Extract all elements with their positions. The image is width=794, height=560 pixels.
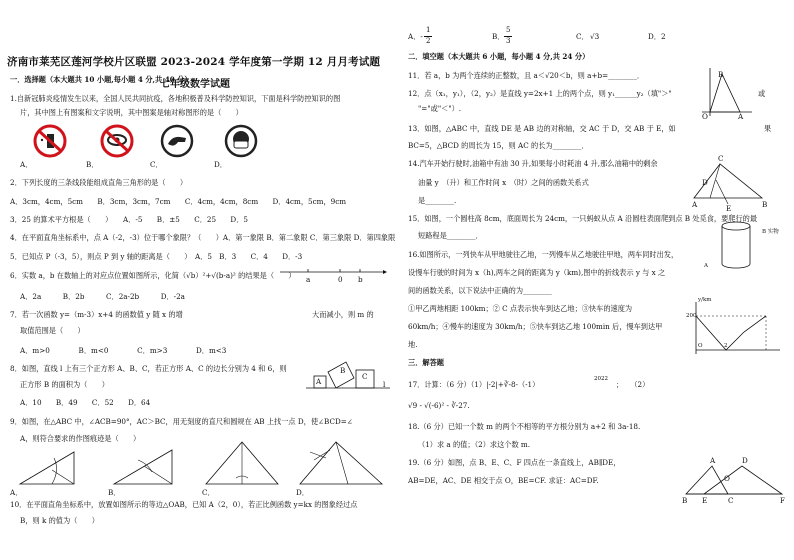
fig19-label-b: B xyxy=(682,496,688,505)
q1-line1: 1.自新冠肺炎疫情发生以来，全国人民共同抗疫，各地积极普及科学防控知识，下面是科学防控知识的图 xyxy=(10,94,341,103)
q9-figure-a xyxy=(14,440,96,488)
cylinder-figure xyxy=(720,220,760,272)
q16-line4: ①甲乙两地相距 100km；② C 点表示快车到达乙地；③快车的速度为 xyxy=(408,304,633,313)
section-3-heading: 三．解答题 xyxy=(408,358,444,367)
q16-line5: 60km/h；④慢车的速度为 30km/h；⑤快车到达乙地 100min 后，慢车到达甲 xyxy=(408,322,663,331)
fig19-label-e: E xyxy=(702,496,708,505)
q10-a-num: 1 xyxy=(426,26,431,34)
fig13-label-a: A xyxy=(692,200,698,209)
q12-tail: 或 xyxy=(758,89,766,98)
fig16-label-200: 200 xyxy=(686,313,697,319)
fig13-label-e: E xyxy=(726,204,732,213)
numline-label-0: 0 xyxy=(338,275,343,284)
fig13-label-c: C xyxy=(718,154,724,163)
q1-option-a: A． xyxy=(20,160,33,169)
q17-line1: 17．计算：（6 分）（1）|-2|+∛-8-（-1） xyxy=(408,380,540,389)
exam-subtitle: 七年级数学试题 xyxy=(160,79,230,90)
q8-options: A．10 B．49 C．52 D．64 xyxy=(20,398,151,407)
q10-b-den: 3 xyxy=(506,37,511,45)
q10-option-b: B． xyxy=(492,32,505,41)
q15-line2: 短路程是________． xyxy=(418,231,483,240)
q8-line2: 正方形 B 的面积为（ ） xyxy=(20,380,109,389)
fig13-label-b: B xyxy=(762,200,768,209)
fig19-label-f: F xyxy=(780,496,785,505)
q13-line2: BC=5，△BCD 的周长为 15，则 AC 的长为________． xyxy=(408,141,589,150)
q9-figure-c xyxy=(202,434,284,488)
number-line-figure xyxy=(278,262,388,282)
fig16-label-o: O xyxy=(698,343,703,349)
q10-line2: B，则 k 的值为（ ） xyxy=(20,516,99,525)
q16-line6: 地. xyxy=(408,340,418,349)
fig16-y-label: y/km xyxy=(698,297,712,303)
q7-line3: 取值范围是（ ） xyxy=(20,326,85,335)
q4: 4．在平面直角坐标系中，点 A（-2，-3）位于哪个象限？（ ）A．第一象限 B．第二象限 C．第三象限 D．第四象限 xyxy=(10,233,396,242)
q10-c-value: √3 xyxy=(590,32,600,41)
wash-hands-icon xyxy=(160,124,194,158)
cylinder-label-a: A xyxy=(704,263,708,269)
q10-option-c: C． xyxy=(576,32,589,41)
q9-line1: 9．如图，在△ABC 中，∠ACB=90°，AC＞BC，用无刻度的直尺和圆规在 AB 上找一点 D，使∠BCD=∠ xyxy=(10,417,353,426)
q10-option-a: A．- xyxy=(408,32,423,41)
q10-a-den: 2 xyxy=(426,37,431,45)
q1-option-c: C． xyxy=(150,160,163,169)
numline-label-b: b xyxy=(358,275,363,284)
q13-line1: 13．如图，△ABC 中，直线 DE 是 AB 边的对称轴，交 AC 于 D，交 AB 于 E，如 xyxy=(408,124,676,133)
fig16-label-2: 2 xyxy=(724,343,728,349)
q14-line2: 油量 y （升）和工作时间 x （时）之间的函数关系式 xyxy=(418,178,589,187)
q9-line2: A，则符合要求的作图痕迹是（ ） xyxy=(20,434,141,443)
fig12-label-o: O xyxy=(702,112,708,121)
q17-part2: ； （2） xyxy=(616,380,650,389)
numline-label-a: a xyxy=(306,275,311,284)
q13-tail: 果 xyxy=(764,124,772,133)
q12-line1: 12．点（x₁，y₁），（2，y₂）是直线 y=2x+1 上的两个点，则 y₁______y₂（填"＞" xyxy=(408,89,672,98)
right-column xyxy=(398,0,794,560)
q14-line1: 14.汽车开始行驶时,油箱中有油 30 升,如果每小时耗油 4 升,那么油箱中的剩余 xyxy=(408,159,658,168)
q9-option-d: D． xyxy=(296,488,309,497)
q12-triangle-figure xyxy=(700,66,754,120)
fig12-label-b: B xyxy=(718,70,724,79)
q1-line2: 片，其中图上有图案和文字说明，其中图案是轴对称图形的是（ ） xyxy=(20,108,243,117)
q19-line2: AB=DE，AC、DE 相交于点 O，BE=CF. 求证：AC=DF. xyxy=(408,476,599,485)
fig12-label-a: A xyxy=(738,112,744,121)
q15-line1: 15．如图，一个圆柱高 8cm，底面周长为 24cm，一只蚂蚁从点 A 沿圆柱表面爬到点 B 处觅食，要爬行的最 xyxy=(408,214,758,223)
q18-line2: （1）求 a 的值；（2）求这个数 m. xyxy=(418,440,531,449)
q1-option-b: B． xyxy=(86,160,99,169)
q8-line1: 8．如图，直线 l 上有三个正方形 A、B、C，若正方形 A、C 的边长分别为 4 和 6，则 xyxy=(10,364,287,373)
q11: 11．若 a，b 为两个连续的正整数，且 a＜√20＜b，则 a+b=________． xyxy=(408,71,645,80)
q10-b-num: 5 xyxy=(506,26,511,34)
q2-options: A．3cm，4cm，5cm B．3cm，3cm，7cm C．4cm，4cm，8cm D．4cm，5cm，9cm xyxy=(10,197,347,206)
section-2-heading: 二．填空题（本大题共 6 小题，每小题 4 分,共 24 分） xyxy=(408,52,590,61)
q7-options: A．m>0 B．m<0 C．m>3 D．m<3 xyxy=(20,346,227,355)
q18-line1: 18.（6 分）已知一个数 m 的两个不相等的平方根分别为 a+2 和 3a-18. xyxy=(408,422,641,431)
q9-option-c: C． xyxy=(202,488,215,497)
q19-line1: 19.（6 分）如图，点 B、E、C、F 四点在一条直线上，AB∥DE， xyxy=(408,458,621,467)
q10-option-d: D．2 xyxy=(648,32,666,41)
q2-stem: 2．下列长度的三条线段能组成直角三角形的是（ ） xyxy=(10,178,188,187)
fig19-label-o: O xyxy=(724,474,730,483)
exam-title: 济南市莱芜区莲河学校片区联盟 2023-2024 学年度第一学期 12 月月考试题 xyxy=(7,56,381,68)
square-label-a: A xyxy=(316,377,322,386)
q9-option-b: B． xyxy=(108,488,121,497)
fig19-label-d: D xyxy=(742,456,748,465)
q17-line2: √9 - √(-6)² - ∛-27. xyxy=(408,401,470,410)
q16-line2: 设慢车行驶的时间为 x（h),两车之间的距离为 y（km),图中的折线表示 y 与 x 之 xyxy=(408,268,666,277)
q9-figure-b xyxy=(108,440,190,488)
q7-line1: 7．若一次函数 y=（m-3）x+4 的函数值 y 随 x 的增 xyxy=(10,310,183,319)
q17-exponent: 2022 xyxy=(594,376,608,382)
q1-option-d: D． xyxy=(214,160,227,169)
q9-option-a: A． xyxy=(10,488,23,497)
no-spitting-icon xyxy=(33,124,67,158)
section-1-heading: 一．选择题（本大题共 10 小题,每小题 4 分,共 40 分） xyxy=(10,75,192,84)
q9-figure-d xyxy=(296,434,388,488)
no-touch-eye-icon xyxy=(100,124,134,158)
q19-triangles-figure xyxy=(682,462,786,502)
square-label-c: C xyxy=(362,372,368,381)
square-label-b: B xyxy=(340,366,346,375)
fig19-label-c: C xyxy=(728,496,734,505)
q7-line2: 大而减小，则 m 的 xyxy=(312,310,374,319)
q6-options: A．2a B．2b C．2a-2b D．-2a xyxy=(20,292,185,301)
line-label-l: l xyxy=(383,380,386,389)
left-column xyxy=(0,0,396,560)
cylinder-label-real: B 实物 xyxy=(762,229,779,235)
q14-line3: 是________. xyxy=(418,196,457,205)
q5: 5．已知点 P（-3，5），则点 P 到 y 轴的距离是（ ） A．5 B．3 C．4 D．-3 xyxy=(10,252,303,261)
q16-line3: 间的函数关系，以下说法中正确的为________ xyxy=(408,286,552,295)
fig13-label-d: D xyxy=(702,178,708,187)
mask-icon xyxy=(224,124,258,158)
q3: 3．25 的算术平方根是（ ） A．-5 B．±5 C．25 D．5 xyxy=(10,215,248,224)
q10-line1: 10．在平面直角坐标系中，放置如图所示的等边△OAB，已知 A（2，0），若正比例函数 y=kx 的图象经过点 xyxy=(10,500,358,509)
q6-stem: 6．实数 a，b 在数轴上的对应点位置如图所示，化简（√b）²+√(b-a)² 的结果是（ ） xyxy=(10,271,296,280)
fig19-label-a: A xyxy=(710,456,716,465)
q12-line2: "="或"＜"）. xyxy=(418,104,462,113)
q16-line1: 16.如图所示，一列快车从甲地驶往乙地，一列慢车从乙地驶往甲地，两车同时出发， xyxy=(408,250,679,259)
